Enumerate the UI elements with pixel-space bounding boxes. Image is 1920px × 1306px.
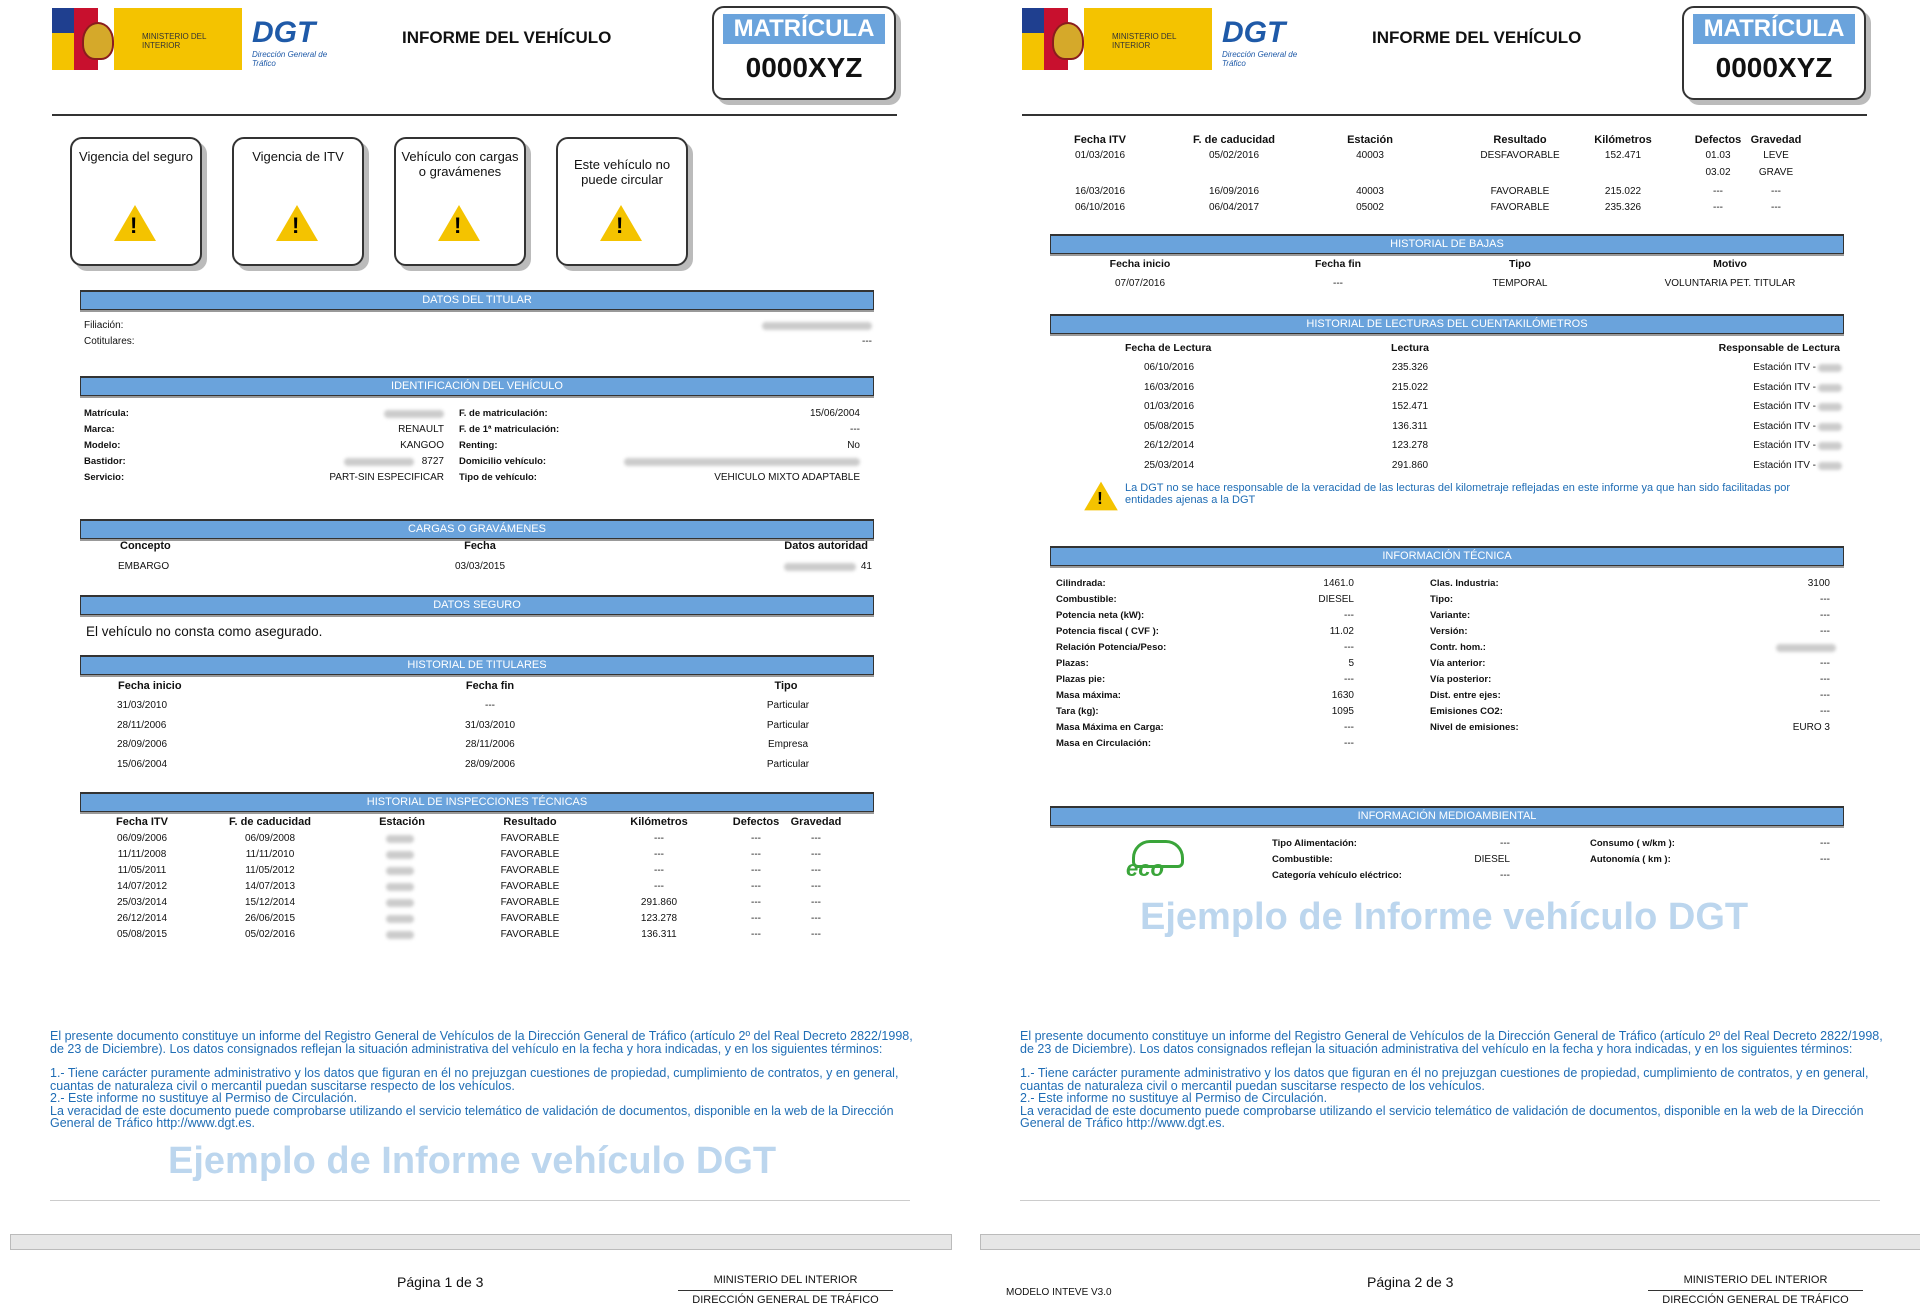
cell: 235.326 (1604, 202, 1642, 213)
cell: --- (811, 881, 821, 892)
cell: 152.471 (1604, 150, 1642, 161)
field-value: --- (1820, 674, 1830, 685)
cell: FAVORABLE (500, 913, 560, 924)
cell: 291.860 (640, 897, 678, 908)
field-label: Cotitulares: (84, 336, 135, 347)
section-odometer: HISTORIAL DE LECTURAS DEL CUENTAKILÓMETROS (1050, 314, 1844, 334)
col-header: Responsable de Lectura (1718, 342, 1840, 354)
redacted-value (386, 883, 414, 891)
redacted-value (384, 410, 444, 418)
section-inspections: HISTORIAL DE INSPECCIONES TÉCNICAS (80, 792, 874, 812)
cell: 40003 (1356, 150, 1384, 161)
field-label: Tipo: (1430, 594, 1454, 605)
col-header: Resultado (1493, 134, 1547, 146)
field-value: 11.02 (1329, 626, 1354, 637)
cell: --- (751, 913, 761, 924)
field-value: VEHICULO MIXTO ADAPTABLE (714, 472, 860, 483)
field-value: --- (1820, 610, 1830, 621)
page-number: Página 2 de 3 (1367, 1274, 1454, 1290)
plate-label: MATRÍCULA (723, 14, 885, 44)
cell: 235.326 (1391, 362, 1429, 373)
watermark: Ejemplo de Informe vehículo DGT (168, 1140, 777, 1182)
redacted-value (624, 458, 860, 466)
field-label: Servicio: (84, 472, 125, 483)
cell: 123.278 (640, 913, 678, 924)
field-value: KANGOO (400, 440, 444, 451)
cell: Estación ITV - (1753, 440, 1816, 451)
field-label: Emisiones CO2: (1430, 706, 1503, 717)
cell: 06/09/2008 (244, 833, 296, 844)
spain-flag-icon (52, 8, 74, 70)
page-number: Página 1 de 3 (397, 1274, 484, 1290)
field-label: Cilindrada: (1056, 578, 1106, 589)
odometer-notice: La DGT no se hace responsable de la veracidad de las lecturas del kilometraje reflejadas en este informe ya que han sido facilitadas por entidades ajenas a la DGT (1125, 482, 1791, 506)
redacted-value (762, 322, 872, 330)
coat-of-arms-icon (1052, 22, 1084, 60)
field-value: 1630 (1331, 690, 1354, 701)
cell: TEMPORAL (1492, 278, 1548, 289)
col-header: Fecha ITV (1074, 134, 1126, 146)
cell: 06/10/2016 (1144, 362, 1195, 373)
cell: 26/12/2014 (1144, 440, 1195, 451)
col-header: Fecha ITV (116, 816, 168, 828)
cell: --- (1333, 278, 1343, 289)
cell: 11/11/2010 (245, 849, 295, 860)
warning-icon: ! (438, 205, 480, 241)
field-value: RENAULT (398, 424, 444, 435)
cell: DESFAVORABLE (1480, 150, 1560, 161)
cell: 41 (860, 561, 872, 572)
field-label: Tara (kg): (1056, 706, 1099, 717)
section-technical: INFORMACIÓN TÉCNICA (1050, 546, 1844, 566)
cell: 136.311 (1392, 420, 1428, 432)
footer-ministry: MINISTERIO DEL INTERIOR DIRECCIÓN GENERAL DE TRÁFICO (1648, 1274, 1863, 1306)
section-vehicle-id: IDENTIFICACIÓN DEL VEHÍCULO (80, 376, 874, 396)
field-label: Contr. hom.: (1430, 642, 1486, 653)
field-value: --- (1820, 594, 1830, 605)
field-label: Plazas pie: (1056, 674, 1106, 685)
field-value: DIESEL (1474, 854, 1510, 865)
field-label: Vía posterior: (1430, 674, 1492, 685)
col-header: Defectos (732, 816, 780, 828)
field-value: --- (1820, 626, 1830, 637)
section-environment: INFORMACIÓN MEDIOAMBIENTAL (1050, 806, 1844, 826)
footer-band (980, 1234, 1920, 1250)
cell: 11/05/2012 (245, 865, 295, 876)
cell: --- (751, 881, 761, 892)
redacted-value (784, 563, 856, 571)
header-divider (52, 114, 897, 116)
warning-icon: ! (276, 205, 318, 241)
coat-of-arms-icon (82, 22, 114, 60)
cell: FAVORABLE (500, 833, 560, 844)
cell: 26/06/2015 (244, 913, 296, 924)
col-header: Concepto (120, 540, 171, 552)
field-value: --- (862, 336, 872, 347)
warning-icon: ! (114, 205, 156, 241)
field-value: 1461.0 (1323, 578, 1354, 589)
field-label: Versión: (1430, 626, 1468, 637)
cell: 28/11/2006 (117, 719, 167, 731)
col-header: Fecha inicio (1109, 258, 1171, 270)
model-version: MODELO INTEVE V3.0 (1006, 1287, 1112, 1298)
field-value: --- (1344, 738, 1354, 749)
cell: 11/05/2011 (117, 865, 167, 876)
page-header (1022, 6, 1872, 106)
dgt-logo: DGT Dirección General de Tráfico (1222, 16, 1298, 68)
cell: 05002 (1356, 202, 1384, 213)
eco-label-icon: eco (1126, 840, 1186, 884)
field-label: Matrícula: (84, 408, 129, 419)
col-header: Resultado (503, 816, 557, 828)
col-header: Estación (1347, 134, 1393, 146)
cell: Estación ITV - (1753, 381, 1816, 393)
col-header: Tipo (1509, 258, 1531, 270)
field-label: Bastidor: (84, 456, 126, 467)
cell: 123.278 (1391, 440, 1429, 451)
cell: --- (654, 865, 664, 876)
cell: LEVE (1763, 150, 1789, 161)
col-header: Gravedad (790, 816, 842, 828)
field-label: Vía anterior: (1430, 658, 1486, 669)
cell: --- (1713, 186, 1723, 197)
cell: 136.311 (641, 929, 677, 940)
spain-flag-icon (1022, 8, 1044, 70)
ministry-label: MINISTERIO DEL INTERIOR (142, 32, 207, 50)
cell: Empresa (767, 739, 808, 750)
cell: Particular (766, 700, 810, 711)
cell: 05/08/2015 (116, 929, 168, 940)
col-header: Fecha de Lectura (1125, 342, 1212, 354)
field-value: --- (1820, 706, 1830, 717)
field-value: No (847, 440, 860, 451)
col-header: Motivo (1713, 258, 1747, 270)
section-insurance: DATOS SEGURO (80, 595, 874, 615)
field-label: Plazas: (1056, 658, 1089, 669)
cell: 14/07/2013 (244, 881, 296, 892)
plate-label: MATRÍCULA (1693, 14, 1855, 44)
cell: Estación ITV - (1753, 362, 1816, 373)
field-value: --- (1820, 854, 1830, 865)
col-header: Fecha fin (1314, 258, 1362, 270)
cell: FAVORABLE (500, 897, 560, 908)
cell: 215.022 (1604, 186, 1642, 197)
redacted-value (386, 867, 414, 875)
field-value: --- (1344, 642, 1354, 653)
cell: --- (654, 849, 664, 860)
cell: FAVORABLE (500, 929, 560, 940)
warning-icon: ! (600, 205, 642, 241)
cell: 15/12/2014 (244, 897, 296, 908)
cell: --- (1713, 202, 1723, 213)
cell: VOLUNTARIA PET. TITULAR (1664, 278, 1796, 289)
cell: FAVORABLE (500, 881, 560, 892)
field-label: Clas. Industria: (1430, 578, 1499, 589)
field-label: Tipo de vehículo: (459, 472, 537, 483)
cell: 16/09/2016 (1208, 186, 1260, 197)
cell: Estación ITV - (1753, 420, 1816, 432)
plate-number: 0000XYZ (745, 52, 863, 83)
cell: 31/03/2010 (464, 719, 516, 731)
cell: 28/11/2006 (465, 739, 515, 750)
field-value: DIESEL (1318, 594, 1354, 605)
redacted-value (1818, 403, 1842, 411)
cell: --- (811, 897, 821, 908)
field-value: EURO 3 (1792, 722, 1830, 733)
cell: 05/08/2015 (1144, 420, 1195, 432)
field-label: Combustible: (1272, 854, 1333, 865)
col-header: Datos autoridad (784, 540, 868, 552)
cell: FAVORABLE (1490, 202, 1550, 213)
field-value: --- (1820, 658, 1830, 669)
cell: --- (654, 833, 664, 844)
header-divider (1022, 114, 1867, 116)
cell: 03.02 (1705, 167, 1731, 178)
field-value: --- (850, 424, 860, 435)
cell: --- (811, 929, 821, 940)
footer-ministry: MINISTERIO DEL INTERIOR DIRECCIÓN GENERAL DE TRÁFICO (678, 1274, 893, 1306)
status-box-circulation: Este vehículo no puede circular ! (556, 137, 688, 266)
cell: --- (654, 881, 664, 892)
cell: 26/12/2014 (116, 913, 168, 924)
cell: --- (1771, 186, 1781, 197)
cell: 28/09/2006 (464, 758, 516, 770)
page-header (52, 6, 902, 106)
cell: --- (811, 849, 821, 860)
cell: 05/02/2016 (244, 929, 296, 940)
redacted-value (1818, 442, 1842, 450)
insurance-status: El vehículo no consta como asegurado. (86, 624, 323, 639)
plate-number: 0000XYZ (1715, 52, 1833, 83)
cell: 06/09/2006 (116, 833, 168, 844)
col-header: F. de caducidad (229, 816, 311, 828)
field-value: 8727 (421, 456, 444, 467)
field-label: Consumo ( w/km ): (1590, 838, 1675, 849)
field-value: 15/06/2004 (809, 408, 860, 419)
field-value: --- (1344, 610, 1354, 621)
field-value: 5 (1348, 658, 1354, 669)
report-title: INFORME DEL VEHÍCULO (1372, 28, 1582, 47)
redacted-value (386, 931, 414, 939)
cell: 06/10/2016 (1074, 202, 1126, 213)
field-label: Categoría vehículo eléctrico: (1272, 870, 1402, 881)
redacted-value (1818, 364, 1842, 372)
cell: 07/07/2016 (1114, 278, 1166, 289)
redacted-value (386, 851, 414, 859)
field-label: Dist. entre ejes: (1430, 690, 1501, 701)
col-header: Kilómetros (1594, 134, 1652, 146)
cell: GRAVE (1758, 167, 1794, 178)
col-header: Tipo (774, 680, 798, 692)
cell: 16/03/2016 (1074, 186, 1126, 197)
cell: 01.03 (1705, 150, 1731, 161)
footer-band (10, 1234, 952, 1250)
cell: 215.022 (1391, 381, 1429, 393)
cell: --- (811, 833, 821, 844)
cell: 16/03/2016 (1144, 381, 1195, 393)
field-label: F. de 1ª matriculación: (459, 424, 560, 435)
col-header: Fecha fin (465, 680, 515, 692)
cell: 31/03/2010 (117, 700, 168, 711)
col-header: Defectos (1694, 134, 1742, 146)
dgt-logo: DGT Dirección General de Tráfico (252, 16, 328, 68)
cell: 06/04/2017 (1208, 202, 1260, 213)
cell: EMBARGO (118, 561, 170, 572)
cell: FAVORABLE (500, 865, 560, 876)
section-holders-history: HISTORIAL DE TITULARES (80, 655, 874, 675)
warning-icon: ! (1084, 482, 1118, 511)
cell: Particular (766, 719, 810, 731)
redacted-value (1776, 644, 1836, 652)
field-label: Masa máxima: (1056, 690, 1121, 701)
cell: 25/03/2014 (116, 897, 168, 908)
legal-notice: El presente documento constituye un informe del Registro General de Vehículos de la Dirección General de Tráfico (artículo 2º del Real Decreto 2822/1998, de 23 de Diciembre). Los datos consignados reflejan la situación administrativa del vehículo en la fecha y hora indicadas, y en los siguientes términos: 1.- Tiene carácter puramente administrativo y los datos que figuran en él no prejuzgan cuestiones de propiedad, cumplimiento de contratos, y en general, cuantas de naturaleza civil o mercantil puedan suscitarse respecto de los vehículos. 2.- Este informe no sustituye al Permiso de Circulación. La veracidad de este documento puede comprobarse utilizando el servicio telemático de validación de documentos, disponible en la web de la Dirección General de Tráfico http://www.dgt.es. (1020, 1029, 1883, 1130)
field-label: Potencia neta (kW): (1056, 610, 1145, 621)
section-holder-data: DATOS DEL TITULAR (80, 290, 874, 310)
cell: --- (485, 700, 495, 711)
cell: Particular (766, 758, 810, 770)
status-box-charges: Vehículo con cargas o gravámenes ! (394, 137, 526, 266)
field-label: Autonomía ( km ): (1590, 854, 1671, 865)
section-deregistrations: HISTORIAL DE BAJAS (1050, 234, 1844, 254)
legal-notice: El presente documento constituye un informe del Registro General de Vehículos de la Dirección General de Tráfico (artículo 2º del Real Decreto 2822/1998, de 23 de Diciembre). Los datos consignados reflejan la situación administrativa del vehículo en la fecha y hora indicadas, y en los siguientes términos: 1.- Tiene carácter puramente administrativo y los datos que figuran en él no prejuzgan cuestiones de propiedad, cumplimiento de contratos, y en general, cuantas de naturaleza civil o mercantil puedan suscitarse respecto de los vehículos. 2.- Este informe no sustituye al Permiso de Circulación. La veracidad de este documento puede comprobarse utilizando el servicio telemático de validación de documentos, disponible en la web de la Dirección General de Tráfico http://www.dgt.es. (50, 1029, 913, 1130)
status-box-itv: Vigencia de ITV ! (232, 137, 364, 266)
field-value: --- (1344, 722, 1354, 733)
cell: --- (1771, 202, 1781, 213)
cell: --- (811, 865, 821, 876)
cell: 291.860 (1391, 459, 1429, 471)
field-label: Domicilio vehículo: (459, 456, 547, 467)
cell: FAVORABLE (500, 849, 560, 860)
field-label: Tipo Alimentación: (1272, 838, 1357, 849)
field-label: Relación Potencia/Peso: (1056, 642, 1167, 653)
cell: 01/03/2016 (1144, 401, 1195, 412)
cell: --- (811, 913, 821, 924)
col-header: Lectura (1391, 342, 1429, 354)
field-label: F. de matriculación: (459, 408, 548, 419)
field-value: 1095 (1331, 706, 1354, 717)
field-value: --- (1344, 674, 1354, 685)
redacted-value (386, 835, 414, 843)
field-label: Combustible: (1056, 594, 1117, 605)
field-label: Marca: (84, 424, 115, 435)
cell: --- (751, 833, 761, 844)
section-charges: CARGAS O GRAVÁMENES (80, 519, 874, 539)
status-box-insurance: Vigencia del seguro ! (70, 137, 202, 266)
plate-box (712, 6, 896, 100)
cell: Estación ITV - (1753, 459, 1816, 471)
field-value: --- (1820, 690, 1830, 701)
cell: --- (751, 929, 761, 940)
field-label: Masa en Circulación: (1056, 738, 1152, 749)
cell: 40003 (1356, 186, 1384, 197)
col-header: Gravedad (1750, 134, 1802, 146)
cell: --- (751, 897, 761, 908)
col-header: Fecha (464, 540, 496, 552)
field-value: PART-SIN ESPECIFICAR (329, 472, 444, 483)
col-header: Fecha inicio (118, 680, 182, 692)
field-label: Filiación: (84, 320, 124, 331)
field-label: Variante: (1430, 610, 1471, 621)
cell: 25/03/2014 (1144, 459, 1195, 471)
field-label: Nivel de emisiones: (1430, 722, 1519, 733)
cell: --- (751, 865, 761, 876)
cell: 05/02/2016 (1208, 150, 1260, 161)
cell: 03/03/2015 (454, 561, 506, 572)
redacted-value (1818, 384, 1842, 392)
cell: 28/09/2006 (117, 739, 168, 750)
redacted-value (386, 899, 414, 907)
redacted-value (1818, 423, 1842, 431)
field-value: 3100 (1807, 578, 1830, 589)
col-header: F. de caducidad (1193, 134, 1275, 146)
field-label: Modelo: (84, 440, 121, 451)
report-title: INFORME DEL VEHÍCULO (402, 28, 612, 47)
field-label: Potencia fiscal ( CVF ): (1056, 626, 1159, 637)
cell: 15/06/2004 (117, 758, 168, 770)
cell: --- (751, 849, 761, 860)
cell: 01/03/2016 (1074, 150, 1126, 161)
watermark: Ejemplo de Informe vehículo DGT (1140, 896, 1749, 938)
col-header: Estación (379, 816, 425, 828)
cell: FAVORABLE (1490, 186, 1550, 197)
field-value: --- (1820, 838, 1830, 849)
cell: 14/07/2012 (116, 881, 168, 892)
col-header: Kilómetros (630, 816, 688, 828)
field-value: --- (1500, 838, 1510, 849)
cell: 152.471 (1391, 401, 1429, 412)
report-page-2 (970, 0, 1920, 1306)
ministry-label: MINISTERIO DEL INTERIOR (1112, 32, 1177, 50)
redacted-value (1818, 462, 1842, 470)
field-label: Masa Máxima en Carga: (1056, 722, 1164, 733)
plate-box (1682, 6, 1866, 100)
field-label: Renting: (459, 440, 498, 451)
field-value: --- (1500, 870, 1510, 881)
cell: Estación ITV - (1753, 401, 1816, 412)
cell: 11/11/2008 (117, 849, 167, 860)
redacted-value (386, 915, 414, 923)
